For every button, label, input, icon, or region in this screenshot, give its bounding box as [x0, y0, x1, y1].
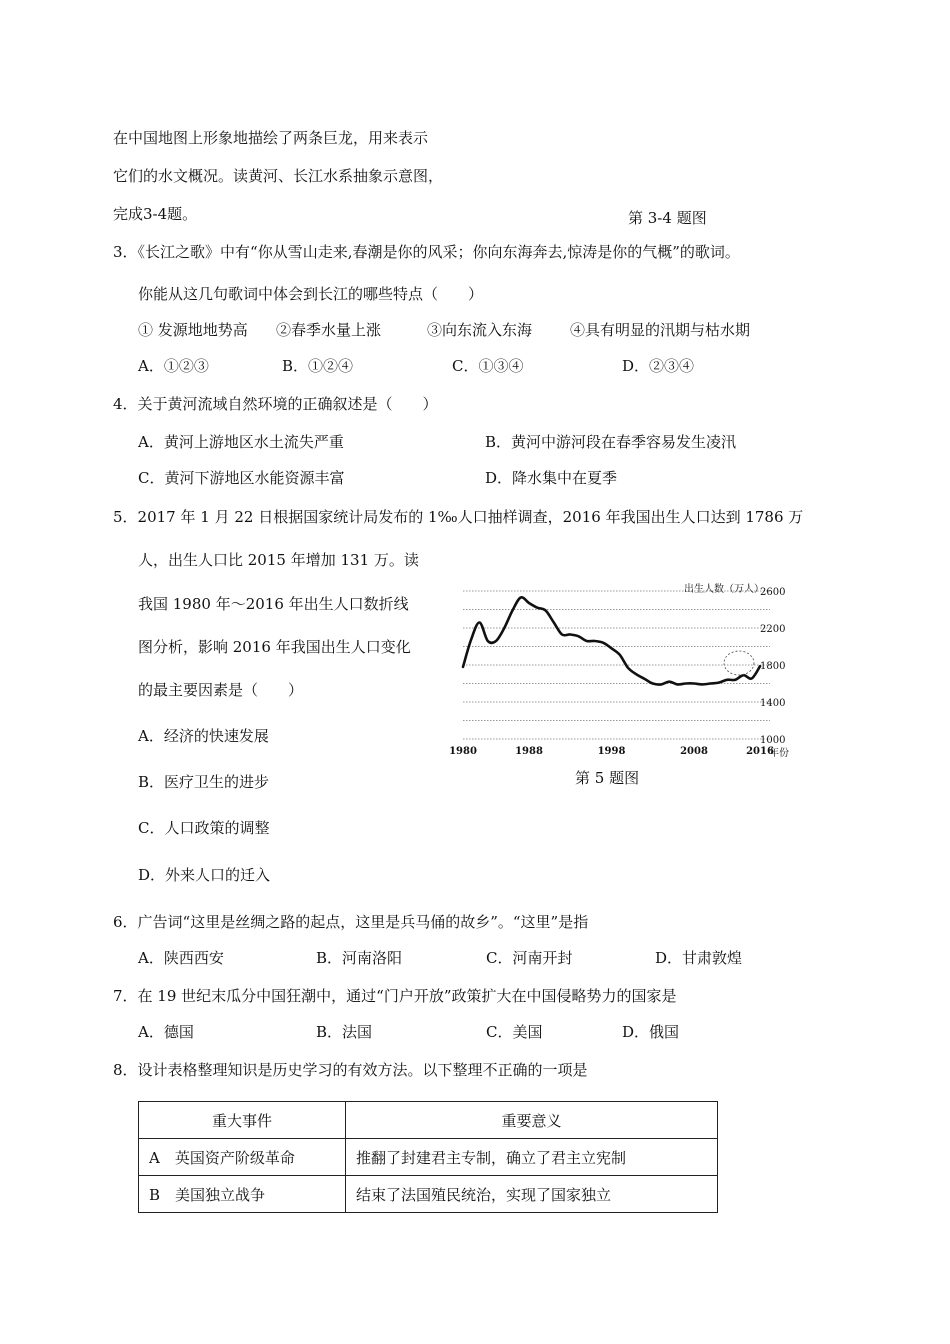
q8-stem: 8．设计表格整理知识是历史学习的有效方法。以下整理不正确的一项是 [113, 1061, 588, 1079]
q5-option-b: B．医疗卫生的进步 [138, 773, 270, 791]
table-cell-event: A 英国资产阶级革命 [139, 1139, 346, 1176]
q6-option-c: C．河南开封 [486, 949, 573, 967]
q3-option-b: B．①②④ [282, 357, 354, 375]
figure-5-caption: 第 5 题图 [575, 769, 640, 787]
q4-stem: 4．关于黄河流域自然环境的正确叙述是（ ） [113, 395, 438, 413]
y-tick-label: 2600 [760, 587, 786, 598]
x-tick-label: 2008 [680, 746, 708, 757]
q3-item-3: ③向东流入东海 [427, 321, 533, 339]
y-tick-label: 1000 [760, 735, 786, 746]
q3-item-4: ④具有明显的汛期与枯水期 [570, 321, 751, 339]
q6-stem: 6．广告词“这里是丝绸之路的起点，这里是兵马俑的故乡”。“这里”是指 [113, 913, 589, 931]
birth-population-chart [440, 572, 810, 768]
x-tick-label: 2016 [746, 746, 774, 757]
figure-3-4-caption: 第 3-4 题图 [628, 209, 707, 227]
q7-option-c: C．美国 [486, 1023, 543, 1041]
annotation-dashed-circle [724, 651, 754, 675]
x-tick-labels [449, 746, 774, 757]
q5-stem-5: 的最主要因素是（ ） [138, 681, 304, 699]
q3-option-a: A．①②③ [138, 357, 209, 375]
intro-line-1: 在中国地图上形象地描绘了两条巨龙，用来表示 [113, 129, 429, 147]
table-row [139, 1176, 718, 1213]
table-header-row [139, 1102, 718, 1139]
intro-line-2: 它们的水文概况。读黄河、长江水系抽象示意图， [113, 167, 444, 185]
intro-line-3: 完成3-4题。 [113, 205, 198, 223]
q6-option-b: B．河南洛阳 [316, 949, 403, 967]
q5-stem: 5．2017 年 1 月 22 日根据国家统计局发布的 1‰人口抽样调查，2016 年我国出生人口达到 1786 万 [113, 508, 804, 526]
q4-option-a: A．黄河上游地区水土流失严重 [138, 433, 344, 451]
q4-option-d: D．降水集中在夏季 [485, 469, 618, 487]
x-tick-label: 1980 [449, 746, 477, 757]
y-tick-label: 1800 [760, 661, 786, 672]
q3-item-2: ②春季水量上涨 [276, 321, 382, 339]
q5-option-c: C．人口政策的调整 [138, 819, 270, 837]
table-cell-event: B 美国独立战争 [139, 1176, 346, 1213]
q6-option-a: A．陕西西安 [138, 949, 224, 967]
y-axis-label: 出生人数（万人） [684, 584, 764, 595]
q7-option-b: B．法国 [316, 1023, 373, 1041]
x-tick-label: 1998 [597, 746, 626, 757]
table-cell-significance: 推翻了封建君主专制，确立了君主立宪制 [346, 1139, 718, 1176]
q7-stem: 7．在 19 世纪末瓜分中国狂潮中，通过“门户开放”政策扩大在中国侵略势力的国家是 [113, 987, 677, 1005]
q4-option-c: C．黄河下游地区水能资源丰富 [138, 469, 345, 487]
q5-option-d: D．外来人口的迁入 [138, 866, 271, 884]
q4-option-b: B．黄河中游河段在春季容易发生凌汛 [485, 433, 737, 451]
q5-stem-4: 图分析，影响 2016 年我国出生人口变化 [138, 638, 411, 656]
birth-series-line [463, 597, 760, 684]
y-tick-label: 1400 [760, 698, 786, 709]
table-header-significance: 重要意义 [346, 1102, 718, 1139]
q5-stem-2: 人，出生人口比 2015 年增加 131 万。读 [138, 551, 419, 569]
q3-stem-cont: 你能从这几句歌词中体会到长江的哪些特点（ ） [138, 285, 484, 303]
events-table [138, 1101, 718, 1213]
y-tick-label: 2200 [760, 624, 786, 635]
table-header-event: 重大事件 [139, 1102, 346, 1139]
table-row [139, 1139, 718, 1176]
q3-option-c: C．①③④ [452, 357, 524, 375]
q5-option-a: A．经济的快速发展 [138, 727, 269, 745]
x-tick-label: 1988 [515, 746, 543, 757]
q3-item-1: ① 发源地地势高 [138, 321, 248, 339]
table-cell-significance: 结束了法国殖民统治，实现了国家独立 [346, 1176, 718, 1213]
y-tick-labels [760, 587, 785, 746]
q3-stem: 3．《长江之歌》中有“你从雪山走来,春潮是你的风采；你向东海奔去,惊涛是你的气概”的歌词。 [113, 243, 740, 261]
q6-option-d: D．甘肃敦煌 [655, 949, 743, 967]
q3-option-d: D．②③④ [622, 357, 695, 375]
q7-option-d: D．俄国 [622, 1023, 680, 1041]
q7-option-a: A．德国 [138, 1023, 194, 1041]
q5-stem-3: 我国 1980 年～2016 年出生人口数折线 [138, 595, 409, 613]
x-axis-label: 年份 [769, 748, 789, 759]
